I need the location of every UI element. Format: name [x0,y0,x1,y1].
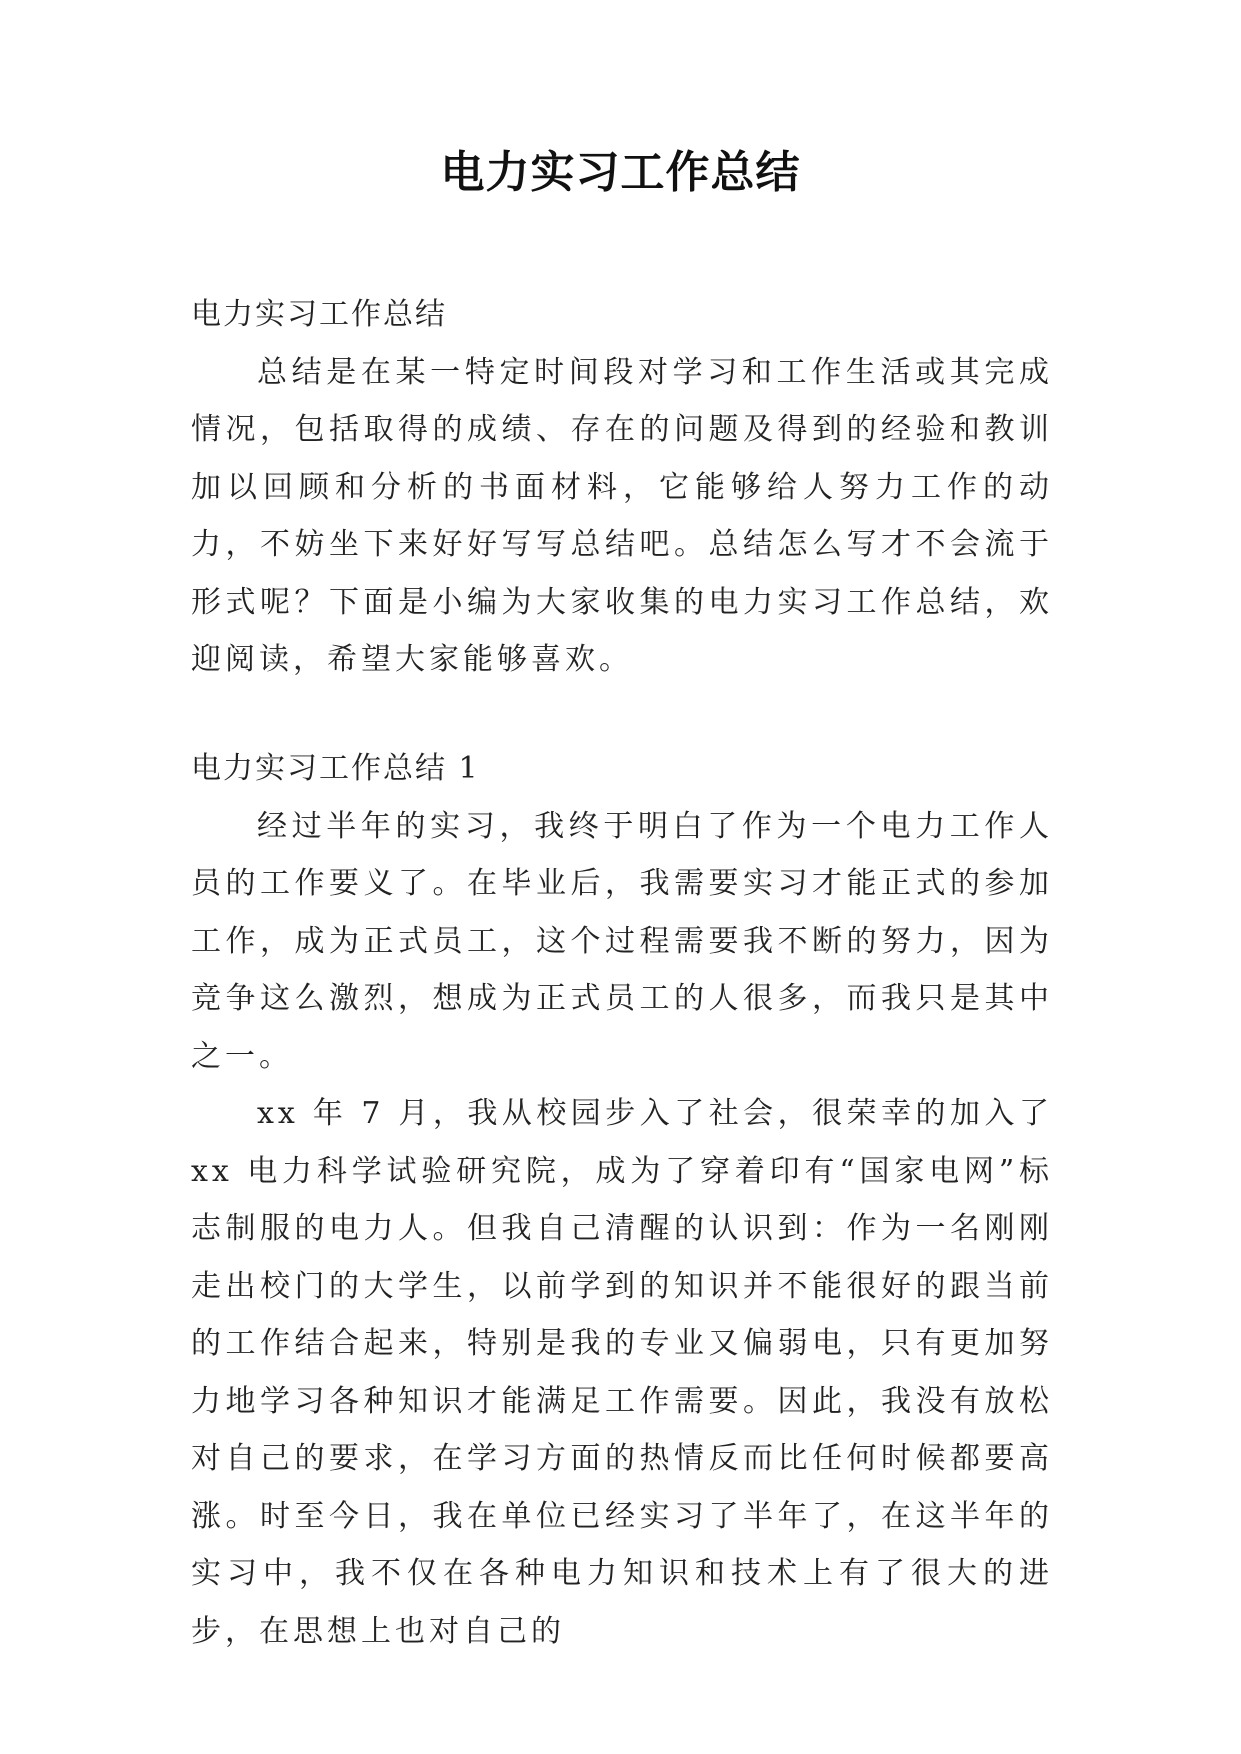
intro-heading: 电力实习工作总结 [191,297,447,332]
intro-paragraph: 总结是在某一特定时间段对学习和工作生活或其完成情况，包括取得的成绩、存在的问题及得到的经验和教训加以回顾和分析的书面材料，它能够给人努力工作的动力，不妨坐下来好好写写总结吧。总结怎么写才不会流于形式呢？下面是小编为大家收集的电力实习工作总结，欢迎阅读，希望大家能够喜欢。 [191,354,1053,677]
section-1-heading: 电力实习工作总结 1 [191,751,480,786]
section-1-block [191,740,1053,1660]
intro-block [191,286,1053,689]
section-1-paragraph-2: xx 年 7 月，我从校园步入了社会，很荣幸的加入了 xx 电力科学试验研究院，成为了穿着印有“国家电网”标志制服的电力人。但我自己清醒的认识到：作为一名刚刚走出校门的大学生，以前学到的知识并不能很好的跟当前的工作结合起来，特别是我的专业又偏弱电，只有更加努力地学习各种知识才能满足工作需要。因此，我没有放松对自己的要求，在学习方面的热情反而比任何时候都要高涨。时至今日，我在单位已经实习了半年了，在这半年的实习中，我不仅在各种电力知识和技术上有了很大的进步，在思想上也对自己的 [191,1096,1053,1649]
document-title: 电力实习工作总结 [440,147,801,198]
section-1-paragraph-1: 经过半年的实习，我终于明白了作为一个电力工作人员的工作要义了。在毕业后，我需要实习才能正式的参加工作，成为正式员工，这个过程需要我不断的努力，因为竞争这么激烈，想成为正式员工的人很多，而我只是其中之一。 [191,808,1053,1074]
